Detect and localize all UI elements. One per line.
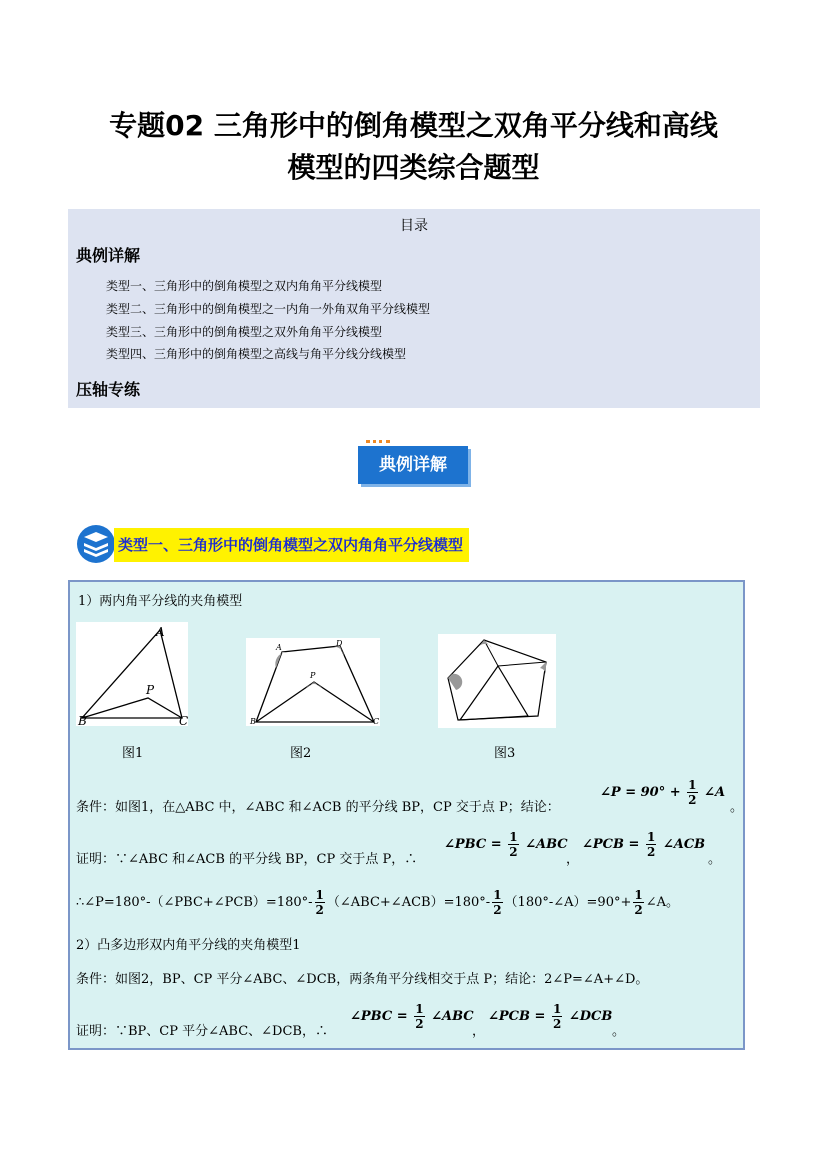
model1-calculation: ∴∠P=180°-（∠PBC+∠PCB）=180°- $\frac{1}{2}$ （∠ABC+∠ACB）=180°- $\frac{1}{2}$ （180°-∠A）=90°+ $\frac{1}{2}$ ∠A。 (76, 888, 680, 917)
model2-proof: 证明：∵BP、CP 平分∠ABC、∠DCB，∴ (76, 1024, 328, 1039)
toc-section-examples[interactable]: 典例详解 (76, 246, 141, 265)
proof2-formula-pcb: ∠PCB = $\frac{1}{2}$ ∠DCB (488, 1002, 613, 1031)
toc-item-type4[interactable]: 类型四、三角形中的倒角模型之高线与角平分线分线模型 (106, 347, 407, 361)
toc-item-type1[interactable]: 类型一、三角形中的倒角模型之双内角角平分线模型 (106, 279, 383, 293)
caption-figure-2: 图2 (290, 746, 312, 761)
document-title-line1: 专题02 三角形中的倒角模型之双角平分线和高线 (109, 109, 718, 142)
fig1-label-a: A (156, 625, 165, 639)
proof1-formula-pcb: ∠PCB = $\frac{1}{2}$ ∠ACB (582, 830, 706, 859)
fig1-label-b: B (78, 714, 87, 726)
model1-proof: 证明：∵∠ABC 和∠ACB 的平分线 BP，CP 交于点 P，∴ (76, 852, 418, 867)
book-stack-icon (76, 524, 116, 564)
toc-heading: 目录 (400, 218, 428, 234)
figure-1 (76, 622, 188, 726)
content-box: 1）两内角平分线的夹角模型 A P B C A D P B C 图1 图2 图3 条件：如图1，在△ABC 中，∠ABC 和∠ACB 的平分线 BP，CP 交于点 P；结论： ∠P = 90° + $\frac{1}{2}$ ∠A 。 证明：∵∠ABC 和∠ACB 的平分线 BP，CP 交于点 P，∴ ∠PBC = $\frac{1}{2}$ ∠ABC ， ∠PCB = $\frac{1}{2}$ ∠ACB 。 ∴∠P=180°-（∠PBC+∠PCB）=180°- $\frac{1}{2}$ （∠ABC+∠ACB）=180°- $\frac{1}{2}$ （180°-∠A）=90°+ $\frac{1}{2}$ ∠A。 2）凸多边形双内角平分线的夹角模型1 条件：如图2，BP、CP 平分∠ABC、∠DCB，两条角平分线相交于点 P；结论：2∠P=∠A+∠D。 证明：∵BP、CP 平分∠ABC、∠DCB，∴ ∠PBC = $\frac{1}{2}$ ∠ABC ， ∠PCB = $\frac{1}{2}$ ∠DCB 。 (68, 580, 745, 1050)
toc-item-type3[interactable]: 类型三、三角形中的倒角模型之双外角角平分线模型 (106, 325, 383, 339)
figure-3 (438, 634, 556, 728)
fig2-label-d: D (336, 639, 343, 648)
model2-condition: 条件：如图2，BP、CP 平分∠ABC、∠DCB，两条角平分线相交于点 P；结论：2∠P=∠A+∠D。 (76, 972, 649, 987)
fig1-label-c: C (179, 714, 188, 726)
model1-heading: 1）两内角平分线的夹角模型 (78, 594, 243, 609)
fig2-label-p: P (310, 671, 316, 680)
fig2-label-a: A (276, 643, 282, 652)
toc-section-practice[interactable]: 压轴专练 (76, 380, 141, 399)
model2-heading: 2）凸多边形双内角平分线的夹角模型1 (76, 938, 301, 953)
type-heading: 类型一、三角形中的倒角模型之双内角角平分线模型 (114, 528, 469, 562)
fig1-label-p: P (146, 683, 155, 697)
document-title-line2: 模型的四类综合题型 (287, 151, 540, 184)
proof1-formula-pbc: ∠PBC = $\frac{1}{2}$ ∠ABC (444, 830, 568, 859)
model1-formula: ∠P = 90° + $\frac{1}{2}$ ∠A (600, 778, 726, 807)
proof2-formula-pbc: ∠PBC = $\frac{1}{2}$ ∠ABC (350, 1002, 474, 1031)
fig2-label-c: C (373, 717, 380, 726)
toc-item-type2[interactable]: 类型二、三角形中的倒角模型之一内角一外角双角平分线模型 (106, 302, 431, 316)
section-badge: 典例详解 (358, 446, 468, 484)
figure-2 (246, 638, 380, 726)
table-of-contents (68, 209, 760, 408)
caption-figure-1: 图1 (122, 746, 144, 761)
model1-condition: 条件：如图1，在△ABC 中，∠ABC 和∠ACB 的平分线 BP，CP 交于点 P；结论： (76, 800, 560, 815)
caption-figure-3: 图3 (494, 746, 516, 761)
fig2-label-b: B (250, 717, 256, 726)
